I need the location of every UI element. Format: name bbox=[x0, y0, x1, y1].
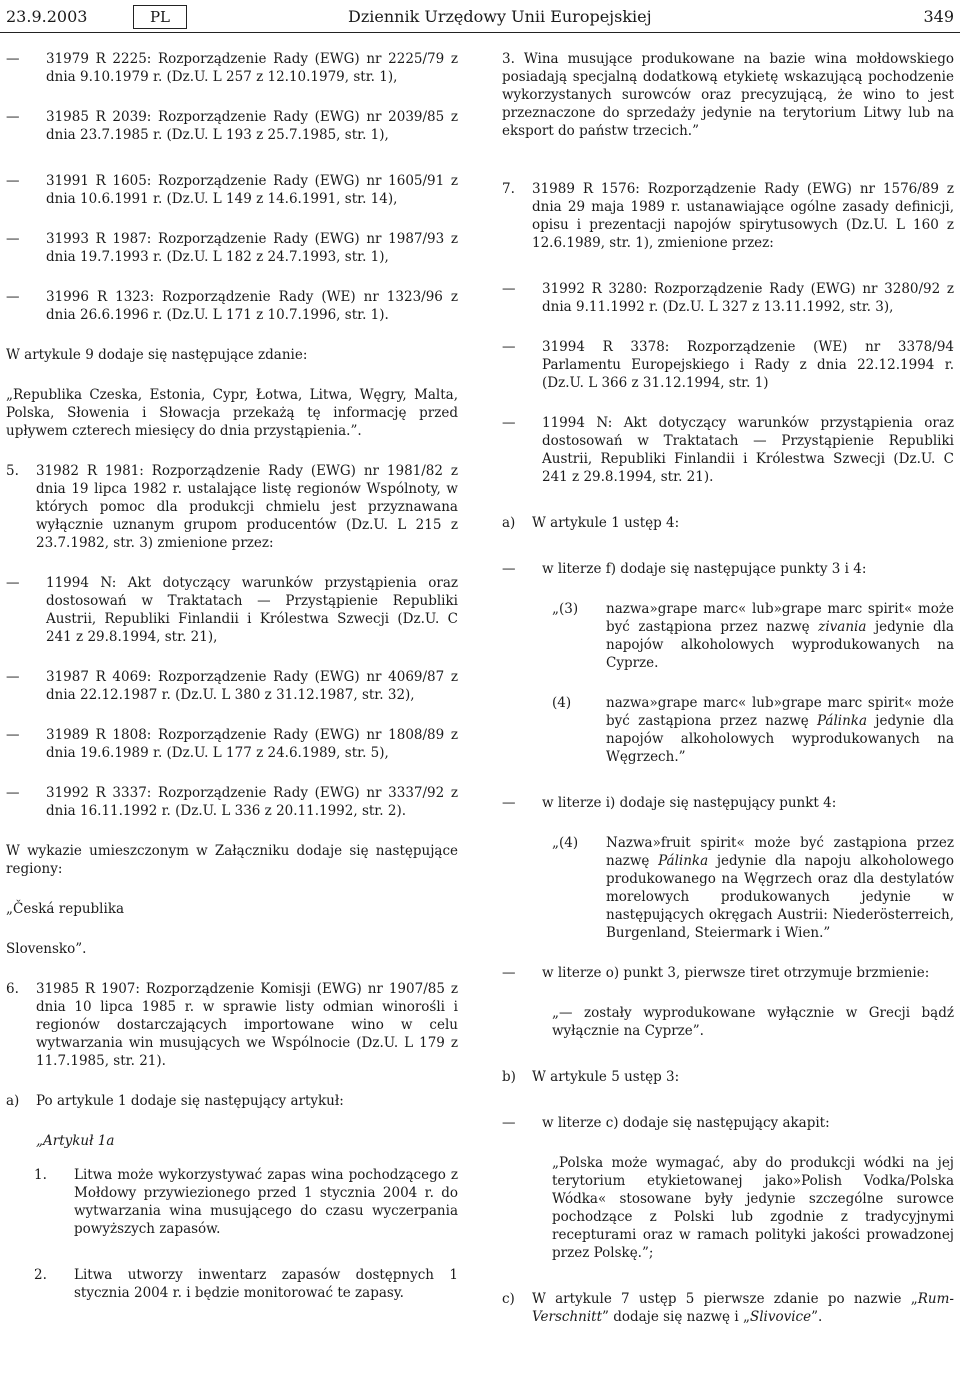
reference-item: — 31989 R 1808: Rozporządzenie Rady (EWG) nr 1808/89 z dnia 19.6.1989 r. (Dz.U. L 177 z 24.6.1989, str. 5), bbox=[6, 726, 458, 762]
reference-item: — 31991 R 1605: Rozporządzenie Rady (EWG) nr 1605/91 z dnia 10.6.1991 r. (Dz.U. L 149 z 14.6.1991, str. 14), bbox=[6, 172, 458, 208]
item-6 bbox=[6, 980, 458, 1070]
item-text: 31985 R 1907: Rozporządzenie Komisji (EWG) nr 1907/85 z dnia 10 lipca 1985 r. w sprawie listy odmian winorośli i regionów dostarczających importowane wino w celu wytwarzania win musujących we Wspólnocie (Dz.U. L 179 z 11.7.1985, str. 21). bbox=[36, 981, 458, 1069]
item-label: a) bbox=[6, 1093, 20, 1109]
subitem-letter-f: — w literze f) dodaje się następujące punkty 3 i 4: bbox=[502, 560, 954, 578]
point-text-a: Nazwa»fruit spirit« może być zastąpiona przez nazwę bbox=[606, 835, 954, 869]
annex-region-2: Slovensko”. bbox=[6, 941, 87, 957]
point-text-a: nazwa»grape marc« lub»grape marc spirit« może być zastąpiona przez nazwę bbox=[606, 695, 954, 729]
para-number: 1. bbox=[34, 1167, 47, 1183]
reference-item: — 31993 R 1987: Rozporządzenie Rady (EWG) nr 1987/93 z dnia 19.7.1993 r. (Dz.U. L 182 z 24.7.1993, str. 1), bbox=[6, 230, 458, 266]
article-1a-title: „Artykuł 1a bbox=[36, 1133, 115, 1149]
subitem-letter-o: — w literze o) punkt 3, pierwsze tiret otrzymuje brzmienie: bbox=[502, 964, 954, 982]
page-number: 349 bbox=[923, 7, 954, 26]
item-b bbox=[502, 1068, 954, 1086]
annex-intro: W wykazie umieszczonym w Załączniku dodaje się następujące regiony: bbox=[6, 843, 458, 877]
point-text-em: zivania bbox=[818, 619, 867, 635]
para-number: 3. bbox=[502, 51, 515, 67]
item-label: a) bbox=[502, 515, 516, 531]
page-header bbox=[0, 4, 960, 30]
reference-item: — 31996 R 1323: Rozporządzenie Rady (WE) nr 1323/96 z dnia 26.6.1996 r. (Dz.U. L 171 z 10.7.1996, str. 1). bbox=[6, 288, 458, 324]
reference-item: — 31987 R 4069: Rozporządzenie Rady (EWG) nr 4069/87 z dnia 22.12.1987 r. (Dz.U. L 380 z 31.12.1987, str. 32), bbox=[6, 668, 458, 704]
item-number: 7. bbox=[502, 181, 515, 197]
reference-item: — 31992 R 3337: Rozporządzenie Rady (EWG) nr 3337/92 z dnia 16.11.1992 r. (Dz.U. L 336 z 20.11.1992, str. 2). bbox=[6, 784, 458, 820]
item-number: 5. bbox=[6, 463, 19, 479]
point-number: (4) bbox=[552, 695, 572, 711]
subitem-letter-c: — w literze c) dodaje się następujący akapit: bbox=[502, 1114, 954, 1132]
quote-letter-o: „— zostały wyprodukowane wyłącznie w Grecji bądź wyłącznie na Cyprze”. bbox=[552, 1005, 954, 1039]
subitem-letter-i: — w literze i) dodaje się następujący punkt 4: bbox=[502, 794, 954, 812]
item-text: Po artykule 1 dodaje się następujący artykuł: bbox=[36, 1093, 344, 1109]
item-text-a: W artykule 7 ustęp 5 pierwsze zdanie po nazwie „ bbox=[532, 1291, 918, 1307]
point-text-b: jedynie dla napoju alkoholowego produkowanego na Węgrzech oraz dla destylatów morelowych produkowanych jedynie w następujących okręgach Austrii: Niederösterreich, Burgenland, Steiermark i Wien.” bbox=[606, 853, 954, 941]
right-column bbox=[502, 50, 954, 1326]
item-7 bbox=[502, 180, 954, 252]
article-1a-para-1 bbox=[6, 1166, 458, 1238]
item-number: 6. bbox=[6, 981, 19, 997]
article-1a-para-2 bbox=[6, 1266, 458, 1302]
para-number: 2. bbox=[34, 1267, 47, 1283]
art9-intro: W artykule 9 dodaje się następujące zdanie: bbox=[6, 347, 308, 363]
item-text-em: Rum-Verschnitt bbox=[532, 1291, 954, 1325]
left-column bbox=[6, 50, 458, 1302]
item-text: W artykule 1 ustęp 4: bbox=[532, 515, 680, 531]
language-box: PL bbox=[133, 5, 187, 29]
point-text-em: Pálinka bbox=[816, 713, 868, 729]
item-5 bbox=[6, 462, 458, 552]
item-text-c: ”. bbox=[811, 1309, 823, 1325]
item-a bbox=[502, 514, 954, 532]
item-6a bbox=[6, 1092, 458, 1110]
item-label: b) bbox=[502, 1069, 516, 1085]
item-text: 31989 R 1576: Rozporządzenie Rady (EWG) nr 1576/89 z dnia 29 maja 1989 r. ustanawiające ogólne zasady definicji, opisu i prezentacji napojów spirytusowych (Dz.U. L 160 z 12.6.1989, str. 1), zmienione przez: bbox=[532, 181, 954, 251]
point-number: „(3) bbox=[552, 601, 579, 617]
point-text-b: jedynie dla napojów alkoholowych wyprodukowanych na Węgrzech.” bbox=[606, 713, 954, 765]
point-number: „(4) bbox=[552, 835, 579, 851]
para-text: Wina musujące produkowane na bazie wina mołdowskiego posiadają specjalną dodatkową etykietę wskazującą pochodzenie wykorzystanych surowców oraz precyzującą, że wino to jest przeznaczone do sprzedaży jedynie na terytorium Litwy lub na eksport do państw trzecich.” bbox=[502, 51, 954, 139]
reference-item: — 31979 R 2225: Rozporządzenie Rady (EWG) nr 2225/79 z dnia 9.10.1979 r. (Dz.U. L 257 z 12.10.1979, str. 1), bbox=[6, 50, 458, 86]
art9-quote: „Republika Czeska, Estonia, Cypr, Łotwa, Litwa, Węgry, Malta, Polska, Słowenia i Słowacja przekażą tę informację przed upływem czterech miesięcy do dnia przystąpienia.”. bbox=[6, 387, 458, 439]
header-rule bbox=[0, 32, 960, 33]
item-text: 31982 R 1981: Rozporządzenie Rady (EWG) nr 1981/82 z dnia 19 lipca 1982 r. ustalające listę regionów Wspólnoty, w których pomoc dla produkcji chmielu jest przyznawana wyłącznie uznanym grupom producentów (Dz.U. L 215 z 23.7.1982, str. 3) zmienione przez: bbox=[36, 463, 458, 551]
point-text-b: jedynie dla napojów alkoholowych wyprodukowanych na Cyprze. bbox=[606, 619, 954, 671]
point-text-em: Pálinka bbox=[658, 853, 709, 869]
reference-item: — 11994 N: Akt dotyczący warunków przystąpienia oraz dostosowań w Traktatach — Przystąpienie Republiki Austrii, Republiki Finlandii i Królestwa Szwecji (Dz.U. C 241 z 29.8.1994, str. 21), bbox=[6, 574, 458, 646]
reference-item: — 11994 N: Akt dotyczący warunków przystąpienia oraz dostosowań w Traktatach — Przystąpienie Republiki Austrii, Republiki Finlandii i Królestwa Szwecji (Dz.U. C 241 z 29.8.1994, str. 21). bbox=[502, 414, 954, 486]
item-c bbox=[502, 1290, 954, 1326]
para-text: Litwa może wykorzystywać zapas wina pochodzącego z Mołdowy przywiezionego przed 1 stycznia 2004 r. do wytwarzania wina musującego do czasu wyczerpania powyższych zapasów. bbox=[74, 1167, 458, 1237]
header-date: 23.9.2003 bbox=[6, 7, 88, 26]
quote-point-i4 bbox=[502, 834, 954, 942]
annex-region-1: „Česká republika bbox=[6, 901, 125, 917]
item-label: c) bbox=[502, 1291, 515, 1307]
journal-title: Dziennik Urzędowy Unii Europejskiej bbox=[348, 7, 652, 26]
para-text: Litwa utworzy inwentarz zapasów dostępnych 1 stycznia 2004 r. i będzie monitorować te zapasy. bbox=[74, 1267, 458, 1301]
para-3 bbox=[502, 50, 954, 140]
item-text: W artykule 5 ustęp 3: bbox=[532, 1069, 680, 1085]
item-text-b: ” dodaje się nazwę i „ bbox=[602, 1309, 750, 1325]
quote-polish-vodka: „Polska może wymagać, aby do produkcji wódki na jej terytorium etykietowanej jako»Polish Vodka/Polska Wódka« stosowane były jedynie szczególne surowce pochodzące z Polski lub zgodnie z tradycyjnymi recepturami oraz w ramach polityki jakości prowadzonej przez Polskę.”; bbox=[552, 1155, 954, 1261]
point-text-a: nazwa»grape marc« lub»grape marc spirit« może być zastąpiona przez nazwę bbox=[606, 601, 954, 635]
item-text-em: Slivovice bbox=[749, 1309, 812, 1325]
reference-item: — 31985 R 2039: Rozporządzenie Rady (EWG) nr 2039/85 z dnia 23.7.1985 r. (Dz.U. L 193 z 25.7.1985, str. 1), bbox=[6, 108, 458, 144]
reference-item: — 31992 R 3280: Rozporządzenie Rady (EWG) nr 3280/92 z dnia 9.11.1992 r. (Dz.U. L 327 z 13.11.1992, str. 3), bbox=[502, 280, 954, 316]
quote-point-3 bbox=[502, 600, 954, 672]
reference-item: — 31994 R 3378: Rozporządzenie (WE) nr 3378/94 Parlamentu Europejskiego i Rady z dnia 22.12.1994 r. (Dz.U. L 366 z 31.12.1994, str. 1) bbox=[502, 338, 954, 392]
quote-point-4 bbox=[502, 694, 954, 766]
